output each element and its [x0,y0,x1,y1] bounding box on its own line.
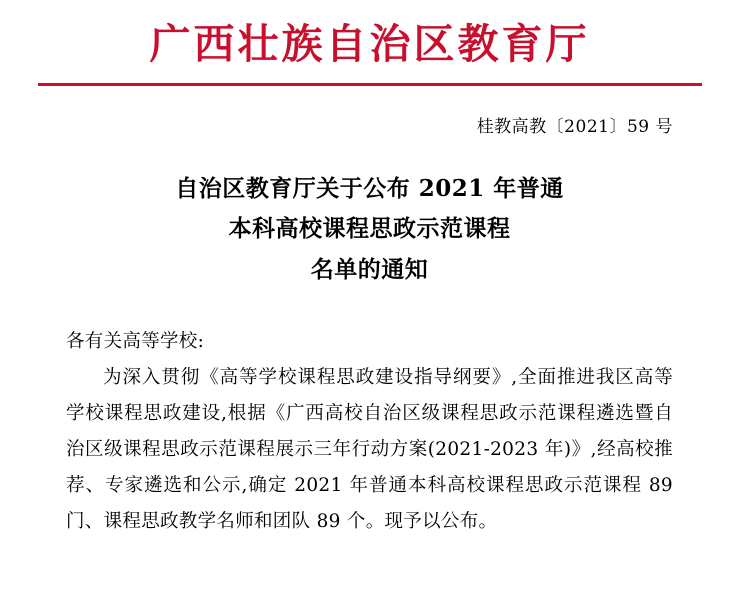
document-number: 桂教高教〔2021〕59 号 [476,117,673,138]
issuing-organization-title: 广西壮族自治区教育厅 [149,20,590,68]
body-paragraph-1: 为深入贯彻《高等学校课程思政建设指导纲要》,全面推进我区高等学校课程思政建设,根据《广西高校自治区级课程思政示范课程遴选暨自治区级课程思政示范课程展示三年行动方案(2021-2023 年)》,经高校推荐、专家遴选和公示,确定 2021 年普通本科高校课程思政示范课程 89 门、课程思政教学名师和团队 89 个。现予以公布。 [66,366,673,533]
document-masthead [0,0,739,86]
document-body [0,290,739,540]
document-title [0,137,739,290]
title-line-2: 本科高校课程思政示范课程 [228,215,511,243]
title-line-3: 名单的通知 [310,255,429,283]
title-line-1: 自治区教育厅关于公布 2021 年普通 [175,175,564,203]
salutation: 各有关高等学校: [66,330,205,352]
